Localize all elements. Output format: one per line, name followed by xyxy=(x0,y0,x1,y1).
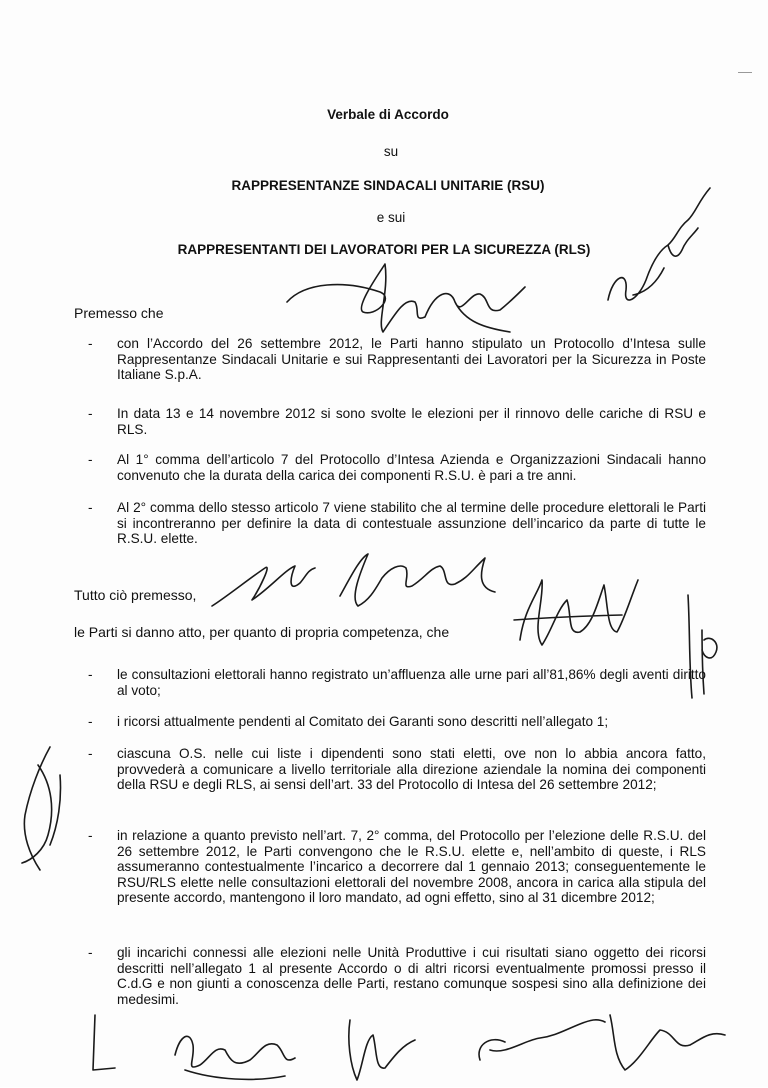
premesso-item-text: Al 1° comma dell’articolo 7 del Protocollo d’Intesa Azienda e Organizzazioni Sindacali hanno convenuto che la durata della carica dei componenti R.S.U. è pari a tre anni. xyxy=(117,452,706,483)
heading-rls: RAPPRESENTANTI DEI LAVORATORI PER LA SICUREZZA (RLS) xyxy=(177,242,591,257)
premesso-item-text: con l’Accordo del 26 settembre 2012, le Parti hanno stipulato un Protocollo d’Intesa sulle Rappresentanze Sindacali Unitarie e sui Rappresentanti dei Lavoratori per la Sicurezza in Poste Italiane S.p.A. xyxy=(117,336,706,383)
signature-margin-left xyxy=(10,745,80,875)
bullet-dash: - xyxy=(88,406,93,421)
signature-footer-row xyxy=(85,1010,745,1088)
premesso-item xyxy=(88,452,706,483)
heading-rsu: RAPPRESENTANZE SINDACALI UNITARIE (RSU) xyxy=(231,178,545,193)
subtitle-su: su xyxy=(383,144,399,159)
bullet-dash: - xyxy=(88,336,93,351)
signature-middle-right xyxy=(512,560,642,660)
atto-item-text: le consultazioni elettorali hanno registrato un’affluenza alle urne pari all’81,86% degli aventi diritto al voto; xyxy=(117,667,706,698)
premesso-item xyxy=(88,336,706,383)
premesso-label: Premesso che xyxy=(74,305,164,321)
bullet-dash: - xyxy=(88,746,93,761)
bullet-dash: - xyxy=(88,667,93,682)
page-edge-mark xyxy=(738,72,752,73)
atto-item-text: i ricorsi attualmente pendenti al Comitato dei Garanti sono descritti nell’allegato 1; xyxy=(117,714,609,729)
atto-item-text: in relazione a quanto previsto nell’art. 7, 2° comma, del Protocollo per l’elezione delle R.S.U. del 26 settembre 2012, le Parti convengono che le R.S.U. elette e, nell’ambito di queste, i RLS assumeranno contestualmente l’incarico a decorrere dal 1 gennaio 2013; conseguentemente le RSU/RLS elette nelle consultazioni elettorali del novembre 2008, ancora in carica alla stipula del presente accordo, mantengono il loro mandato, ad ogni effetto, sino al 31 dicembre 2012; xyxy=(117,828,706,906)
atto-item xyxy=(88,945,706,1007)
atto-item xyxy=(88,828,706,906)
signature-header-right xyxy=(598,180,718,320)
bullet-dash: - xyxy=(88,945,93,960)
premesso-item-text: In data 13 e 14 novembre 2012 si sono svolte le elezioni per il rinnovo delle cariche di RSU e RLS. xyxy=(117,406,706,437)
atto-item xyxy=(88,667,706,698)
signature-initials-right xyxy=(680,590,730,700)
document-title: Verbale di Accordo xyxy=(327,107,449,122)
parti-label: le Parti si danno atto, per quanto di propria competenza, che xyxy=(74,624,450,640)
bullet-dash: - xyxy=(88,828,93,843)
subtitle-e-sui: e sui xyxy=(376,210,406,225)
premesso-item xyxy=(88,500,706,547)
signature-middle-left xyxy=(210,548,510,618)
premesso-item-text: Al 2° comma dello stesso articolo 7 viene stabilito che al termine delle procedure elettorali le Parti si incontreranno per definire la data di contestuale assunzione dell’incarico da parte di tutte le R.S.U. elette. xyxy=(117,500,706,547)
premesso-item xyxy=(88,406,706,437)
bullet-dash: - xyxy=(88,500,93,515)
atto-item-text: gli incarichi connessi alle elezioni nelle Unità Produttive i cui risultati siano oggetto dei ricorsi descritti nell’allegato 1 al presente Accordo o di altri ricorsi eventualmente promossi presso il C.d.G e non giunti a conoscenza delle Parti, restano comunque sospesi sino alla definizione dei medesimi. xyxy=(117,945,706,1007)
tutto-premesso-label: Tutto ciò premesso, xyxy=(74,587,197,603)
atto-item xyxy=(88,714,706,730)
signature-header-center xyxy=(285,262,555,342)
bullet-dash: - xyxy=(88,452,93,467)
bullet-dash: - xyxy=(88,714,93,729)
atto-item-text: ciascuna O.S. nelle cui liste i dipendenti sono stati eletti, ove non lo abbia ancora fatto, provvederà a comunicare a livello territoriale alla direzione aziendale la nomina dei componenti della RSU e degli RLS, ai sensi dell’art. 33 del Protocollo di Intesa del 26 settembre 2012; xyxy=(117,746,706,793)
atto-item xyxy=(88,746,706,793)
